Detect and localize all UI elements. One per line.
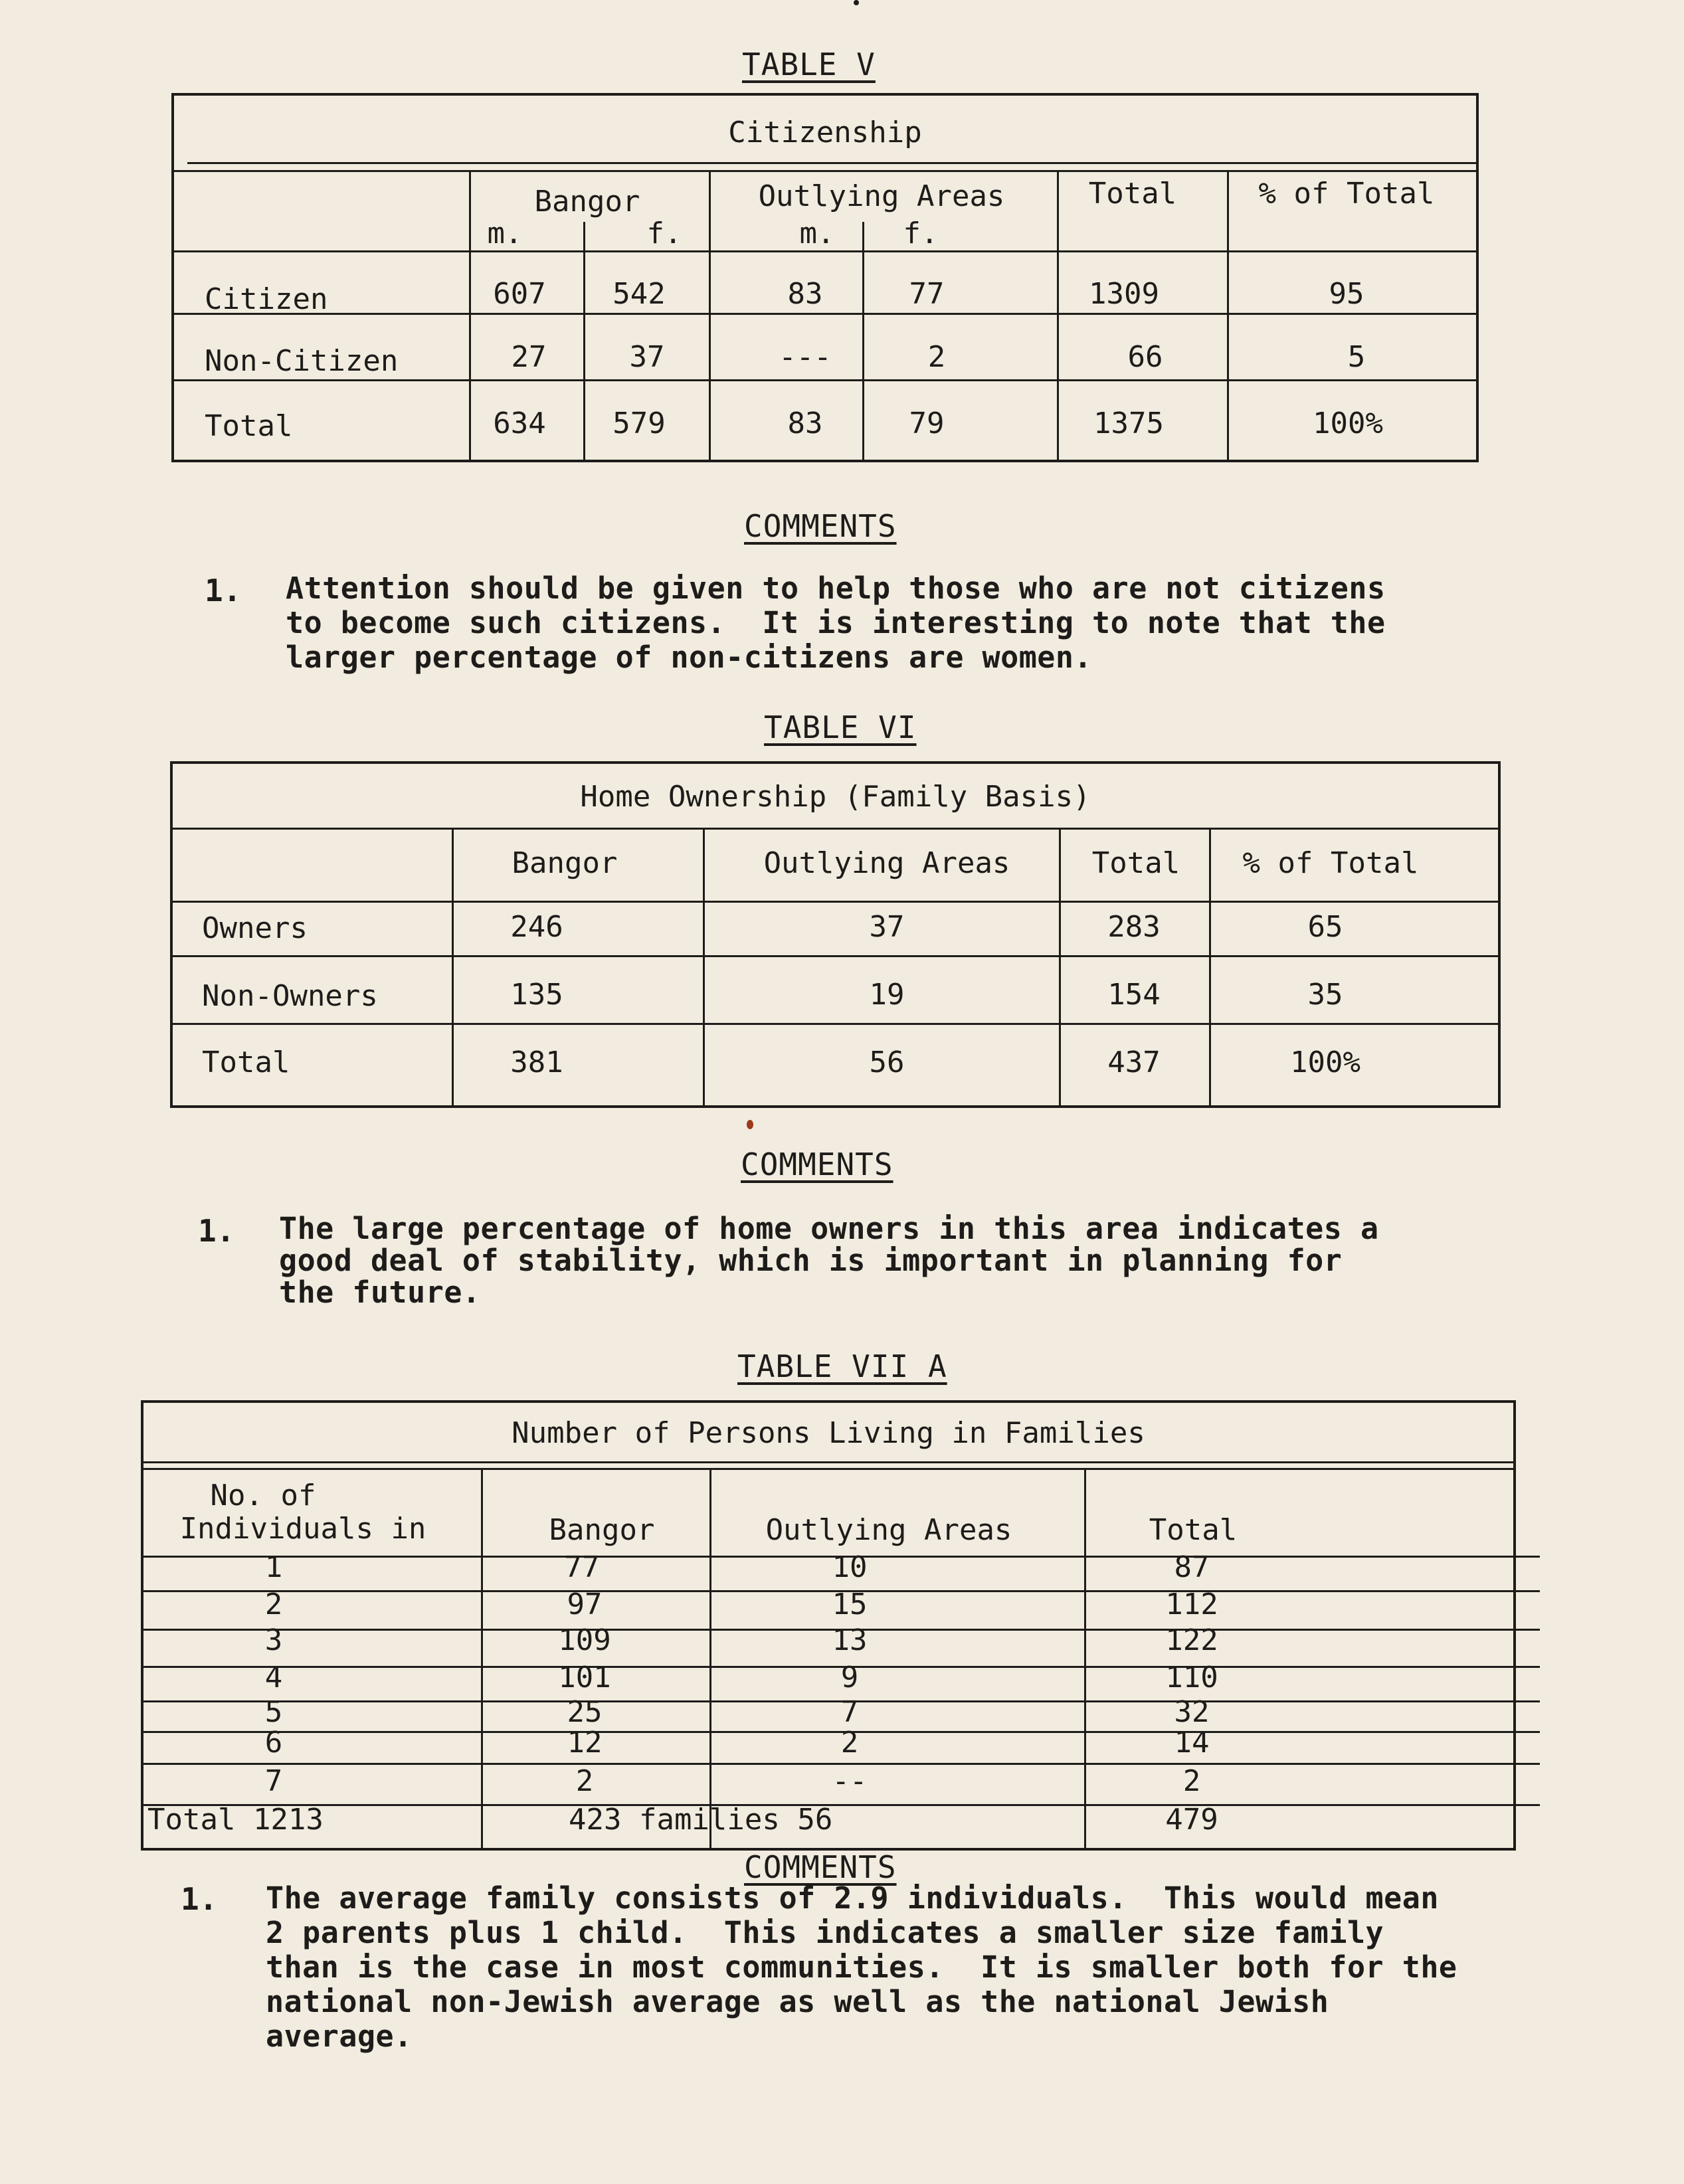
row-label: Citizen (205, 282, 328, 316)
rule (174, 379, 1476, 381)
comment-line: than is the case in most communities. It is smaller both for the (266, 1950, 1457, 1985)
table5-heading: TABLE V (742, 46, 876, 82)
cell: 246 (510, 910, 563, 944)
header-percent-of-total: % of Total (1258, 177, 1435, 211)
cell: 15 (832, 1588, 868, 1621)
cell: 83 (787, 407, 823, 440)
total-total: 479 (1165, 1803, 1218, 1837)
row-label: Total (205, 409, 293, 443)
comments-heading: COMMENTS (741, 1146, 893, 1182)
rule (173, 1023, 1498, 1025)
cell: 542 (612, 277, 666, 311)
cell: 32 (1174, 1695, 1210, 1729)
row-label: Total (202, 1046, 290, 1079)
cell: 14 (1174, 1726, 1210, 1760)
row-label: Owners (202, 911, 308, 945)
total-bangor: 423 families 56 (569, 1803, 833, 1837)
cell: 109 (558, 1623, 611, 1657)
family-size-table (141, 1400, 1516, 1851)
col-line (1059, 828, 1061, 1105)
cell: 110 (1165, 1661, 1218, 1694)
cell: 634 (493, 407, 546, 440)
cell: --- (779, 340, 832, 374)
comment-number: 1. (205, 573, 242, 608)
header-total: Total (1091, 846, 1180, 880)
comments-heading: COMMENTS (744, 1849, 897, 1885)
rule (173, 901, 1498, 903)
comment-line: national non-Jewish average as well as the national Jewish (266, 1984, 1329, 2019)
cell: 5 (264, 1695, 283, 1729)
header-female: f. (646, 217, 682, 250)
comment-line: average. (266, 2019, 413, 2054)
citizenship-caption: Citizenship (728, 116, 922, 149)
header-individuals-in: Individuals in (179, 1512, 426, 1546)
cell: 100% (1313, 407, 1383, 440)
cell: 19 (869, 978, 905, 1012)
cell: 13 (832, 1623, 868, 1657)
cell: 27 (511, 340, 547, 374)
cell: 381 (510, 1046, 563, 1079)
home-ownership-caption: Home Ownership (Family Basis) (580, 780, 1091, 814)
col-line (452, 828, 454, 1105)
cell: 283 (1107, 910, 1161, 944)
cell: 100% (1290, 1046, 1360, 1079)
header-percent-of-total: % of Total (1242, 846, 1419, 880)
cell: 1 (264, 1550, 283, 1584)
col-line (1209, 828, 1211, 1105)
cell: 579 (612, 407, 666, 440)
cell: 25 (567, 1695, 603, 1729)
comment-number: 1. (181, 1881, 218, 1917)
comment-line: The large percentage of home owners in this area indicates a (279, 1211, 1379, 1246)
header-male: m. (487, 217, 523, 250)
cell: 2 (840, 1726, 859, 1760)
col-line (583, 222, 585, 460)
rule (143, 1468, 1513, 1470)
cell: 2 (264, 1588, 283, 1621)
ink-dot (747, 1120, 753, 1129)
cell: 83 (787, 277, 823, 311)
rule (174, 313, 1476, 315)
comment-text (266, 1881, 1457, 2054)
cell: 56 (869, 1046, 905, 1079)
col-line (1057, 170, 1059, 460)
cell: 135 (510, 978, 563, 1012)
table7-heading: TABLE VII A (737, 1348, 947, 1384)
citizenship-table (171, 93, 1479, 462)
cell: 2 (575, 1764, 594, 1798)
cell: 1309 (1089, 277, 1159, 311)
rule (174, 250, 1476, 252)
comment-line: larger percentage of non-citizens are women. (286, 640, 1093, 675)
cell: 6 (264, 1726, 283, 1760)
cell: 2 (1182, 1764, 1201, 1798)
col-line (1084, 1468, 1086, 1848)
cell: 1375 (1093, 407, 1164, 440)
rule (173, 828, 1498, 830)
ink-dot (854, 0, 859, 5)
cell: 77 (909, 277, 945, 311)
header-female: f. (903, 217, 939, 250)
home-ownership-table (170, 761, 1501, 1108)
header-male: m. (799, 217, 835, 250)
header-no-of: No. of (210, 1479, 316, 1512)
comment-line: 2 parents plus 1 child. This indicates a smaller size family (266, 1915, 1384, 1950)
col-line (862, 222, 864, 460)
cell: 4 (264, 1661, 283, 1694)
header-outlying-areas: Outlying Areas (763, 846, 1010, 880)
comment-line: Attention should be given to help those who are not citizens (286, 571, 1386, 606)
rule (173, 955, 1498, 957)
cell: 437 (1107, 1046, 1161, 1079)
header-outlying-areas: Outlying Areas (758, 179, 1005, 213)
col-line (1227, 170, 1229, 460)
rule (174, 170, 1476, 172)
cell: 112 (1165, 1588, 1218, 1621)
cell: 37 (869, 910, 905, 944)
cell: 12 (567, 1726, 603, 1760)
col-line (709, 170, 711, 460)
comment-line: to become such citizens. It is interesting to note that the (286, 605, 1386, 640)
header-outlying-areas: Outlying Areas (765, 1513, 1012, 1547)
comment-text (279, 1213, 1379, 1309)
cell: 7 (840, 1695, 859, 1729)
header-bangor: Bangor (549, 1513, 655, 1547)
cell: 9 (840, 1661, 859, 1694)
comment-number: 1. (198, 1213, 235, 1249)
rule (143, 1461, 1513, 1463)
row-label: Non-Citizen (205, 344, 399, 378)
comment-text (286, 571, 1386, 675)
cell: 37 (629, 340, 665, 374)
cell: 101 (558, 1661, 611, 1694)
cell: -- (832, 1764, 868, 1798)
header-total: Total (1149, 1513, 1238, 1547)
cell: 10 (832, 1550, 868, 1584)
comment-line: good deal of stability, which is important in planning for (279, 1243, 1343, 1278)
cell: 66 (1127, 340, 1163, 374)
row-label: Non-Owners (202, 979, 378, 1013)
cell: 87 (1174, 1550, 1210, 1584)
cell: 154 (1107, 978, 1161, 1012)
comment-line: the future. (279, 1275, 481, 1310)
cell: 97 (567, 1588, 603, 1621)
col-line (469, 170, 471, 460)
cell: 607 (493, 277, 546, 311)
total-label: Total 1213 (147, 1803, 324, 1837)
cell: 77 (564, 1550, 600, 1584)
comment-line: The average family consists of 2.9 individuals. This would mean (266, 1880, 1439, 1916)
header-total: Total (1088, 177, 1177, 211)
cell: 122 (1165, 1623, 1218, 1657)
rule (143, 1804, 1540, 1806)
header-bangor: Bangor (512, 846, 618, 880)
cell: 3 (264, 1623, 283, 1657)
cell: 79 (909, 407, 945, 440)
cell: 5 (1347, 340, 1366, 374)
family-size-caption: Number of Persons Living in Families (512, 1416, 1145, 1450)
cell: 35 (1307, 978, 1343, 1012)
table6-heading: TABLE VI (764, 709, 917, 745)
rule (187, 162, 1479, 164)
cell: 65 (1307, 910, 1343, 944)
cell: 95 (1329, 277, 1364, 311)
cell: 2 (927, 340, 946, 374)
col-line (703, 828, 705, 1105)
comments-heading: COMMENTS (744, 508, 897, 544)
cell: 7 (264, 1764, 283, 1798)
col-line (709, 1468, 711, 1848)
col-line (481, 1468, 483, 1848)
header-bangor: Bangor (534, 185, 640, 219)
